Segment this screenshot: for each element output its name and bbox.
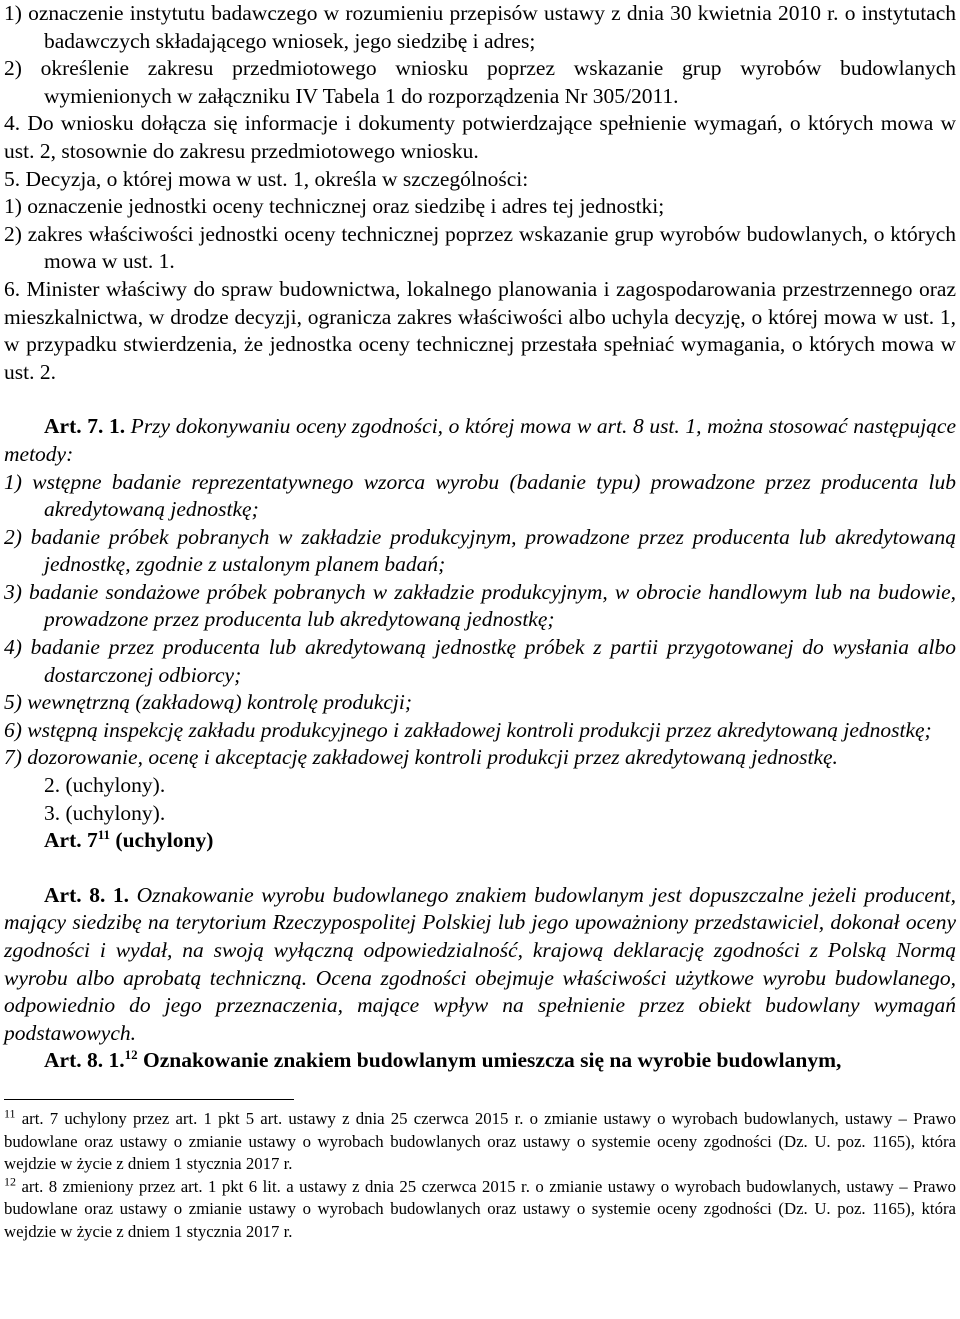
footnote-number: 12 xyxy=(4,1174,16,1189)
footnote-separator xyxy=(4,1099,294,1100)
footnote-text: art. 7 uchylony przez art. 1 pkt 5 art. ustawy z dnia 25 czerwca 2015 r. o zmianie ustawy o wyrobach budowlanych, ustawy – Prawo budowlane oraz ustawy o zmianie ustawy o wyrobach budowlanych oraz ustawy o systemie oceny zgodności (Dz. U. poz. 1165), która wejdzie w życie z dniem 1 stycznia 2017 r. xyxy=(4,1108,956,1174)
art-7-ust-3: 3. (uchylony). xyxy=(44,800,166,825)
footnote-11 xyxy=(4,1108,956,1176)
art-7-text: Przy dokonywaniu oceny zgodności, o której mowa w art. 8 ust. 1, można stosować następujące metody: xyxy=(4,414,957,466)
footnote-ref-12[interactable]: 12 xyxy=(124,1047,138,1063)
footnote-12 xyxy=(4,1176,956,1244)
art-8-label: Art. 8. 1. xyxy=(44,882,130,907)
point-1-institute: 1) oznaczenie instytutu badawczego w rozumieniu przepisów ustawy z dnia 30 kwietnia 2010 r. o instytutach badawczych składającego wniosek, jego siedzibę i adres; xyxy=(4,1,956,53)
art-7-intro xyxy=(4,413,956,468)
art-7-label: Art. 7. 1. xyxy=(44,414,126,439)
point-2-scope: 2) określenie zakresu przedmiotowego wniosku poprzez wskazanie grup wyrobów budowlanych wymienionych w załączniku IV Tabela 1 do rozporządzenia Nr 305/2011. xyxy=(4,56,956,108)
art-7-item-3: 3) badanie sondażowe próbek pobranych w zakładzie produkcyjnym, w obrocie handlowym lub na budowie, prowadzone przez producenta lub akredytowaną jednostkę; xyxy=(4,579,956,632)
art-7-item-7: 7) dozorowanie, ocenę i akceptację zakładowej kontroli produkcji przez akredytowaną jednostkę. xyxy=(4,745,838,770)
paragraph-6: 6. Minister właściwy do spraw budownictwa, lokalnego planowania i zagospodarowania przestrzennego oraz mieszkalnictwa, w drodze decyzji, ogranicza zakres właściwości albo uchyla decyzję, o której mowa w ust. 1, w przypadku stwierdzenia, że jednostka oceny technicznej przestała spełniać wymagania, o których mowa w ust. 2. xyxy=(4,276,956,384)
art-7-11-heading xyxy=(4,827,956,855)
spacer xyxy=(4,386,956,413)
art-7-11-status: (uchylony) xyxy=(110,828,214,853)
art-7-11-label: Art. 7 xyxy=(44,828,98,853)
paragraph-5: 5. Decyzja, o której mowa w ust. 1, określa w szczególności: xyxy=(4,166,529,191)
art-8-text: Oznakowanie wyrobu budowlanego znakiem budowlanym jest dopuszczalne jeżeli producent, mający siedzibę na terytorium Rzeczypospolitej Polskiej lub jego upoważniony przedstawiciel, dokonał oceny zgodności i wydał, na swoją wyłączną odpowiedzialność, krajową deklarację zgodności z Polską Normą wyrobu albo aprobatą techniczną. Ocena zgodności obejmuje właściwości użytkowe wyrobu budowlanego, odpowiednio do jego przeznaczenia, mające wpływ na spełnienie przez obiekt budowlany wymagań podstawowych. xyxy=(4,882,956,1045)
art-8-1-1-text: Oznakowanie znakiem budowlanym umieszcza się na wyrobie budowlanym, xyxy=(137,1048,842,1073)
footnote-number: 11 xyxy=(4,1106,16,1121)
point-1-unit: 1) oznaczenie jednostki oceny technicznej oraz siedzibę i adres tej jednostki; xyxy=(4,194,665,219)
footnote-text: art. 8 zmieniony przez art. 1 pkt 6 lit. a ustawy z dnia 25 czerwca 2015 r. o zmianie ustawy o wyrobach budowlanych, ustawy – Prawo budowlane oraz ustawy o zmianie ustawy o wyrobach budowlanych oraz ustawy o systemie oceny zgodności (Dz. U. poz. 1165), która wejdzie w życie z dniem 1 stycznia 2017 r. xyxy=(4,1176,956,1241)
art-7-item-4: 4) badanie przez producenta lub akredytowaną jednostkę próbek z partii przygotowanej do wysłania albo dostarczonej odbiorcy; xyxy=(4,635,956,687)
spacer xyxy=(4,855,956,882)
art-7-item-5: 5) wewnętrzną (zakładową) kontrolę produkcji; xyxy=(4,690,413,715)
art-8-1-1-label: Art. 8. 1. xyxy=(44,1048,125,1073)
footnote-ref-11[interactable]: 11 xyxy=(97,827,111,843)
point-2-unit-scope: 2) zakres właściwości jednostki oceny technicznej poprzez wskazanie grup wyrobów budowlanych, o których mowa w ust. 1. xyxy=(4,221,956,274)
art-7-item-6: 6) wstępną inspekcję zakładu produkcyjnego i zakładowej kontroli produkcji przez akredytowaną jednostkę; xyxy=(4,717,932,742)
art-7-item-2: 2) badanie próbek pobranych w zakładzie produkcyjnym, prowadzone przez producenta lub akredytowaną jednostkę, zgodnie z ustalonym planem badań; xyxy=(4,524,956,577)
art-8-paragraph xyxy=(4,882,956,1048)
paragraph-4: 4. Do wniosku dołącza się informacje i dokumenty potwierdzające spełnienie wymagań, o których mowa w ust. 2, stosownie do zakresu przedmiotowego wniosku. xyxy=(4,111,956,163)
art-7-ust-2: 2. (uchylony). xyxy=(44,773,166,798)
art-7-item-1: 1) wstępne badanie reprezentatywnego wzorca wyrobu (badanie typu) prowadzone przez producenta lub akredytowaną jednostkę; xyxy=(4,469,956,522)
art-8-1-1-paragraph xyxy=(4,1047,956,1075)
